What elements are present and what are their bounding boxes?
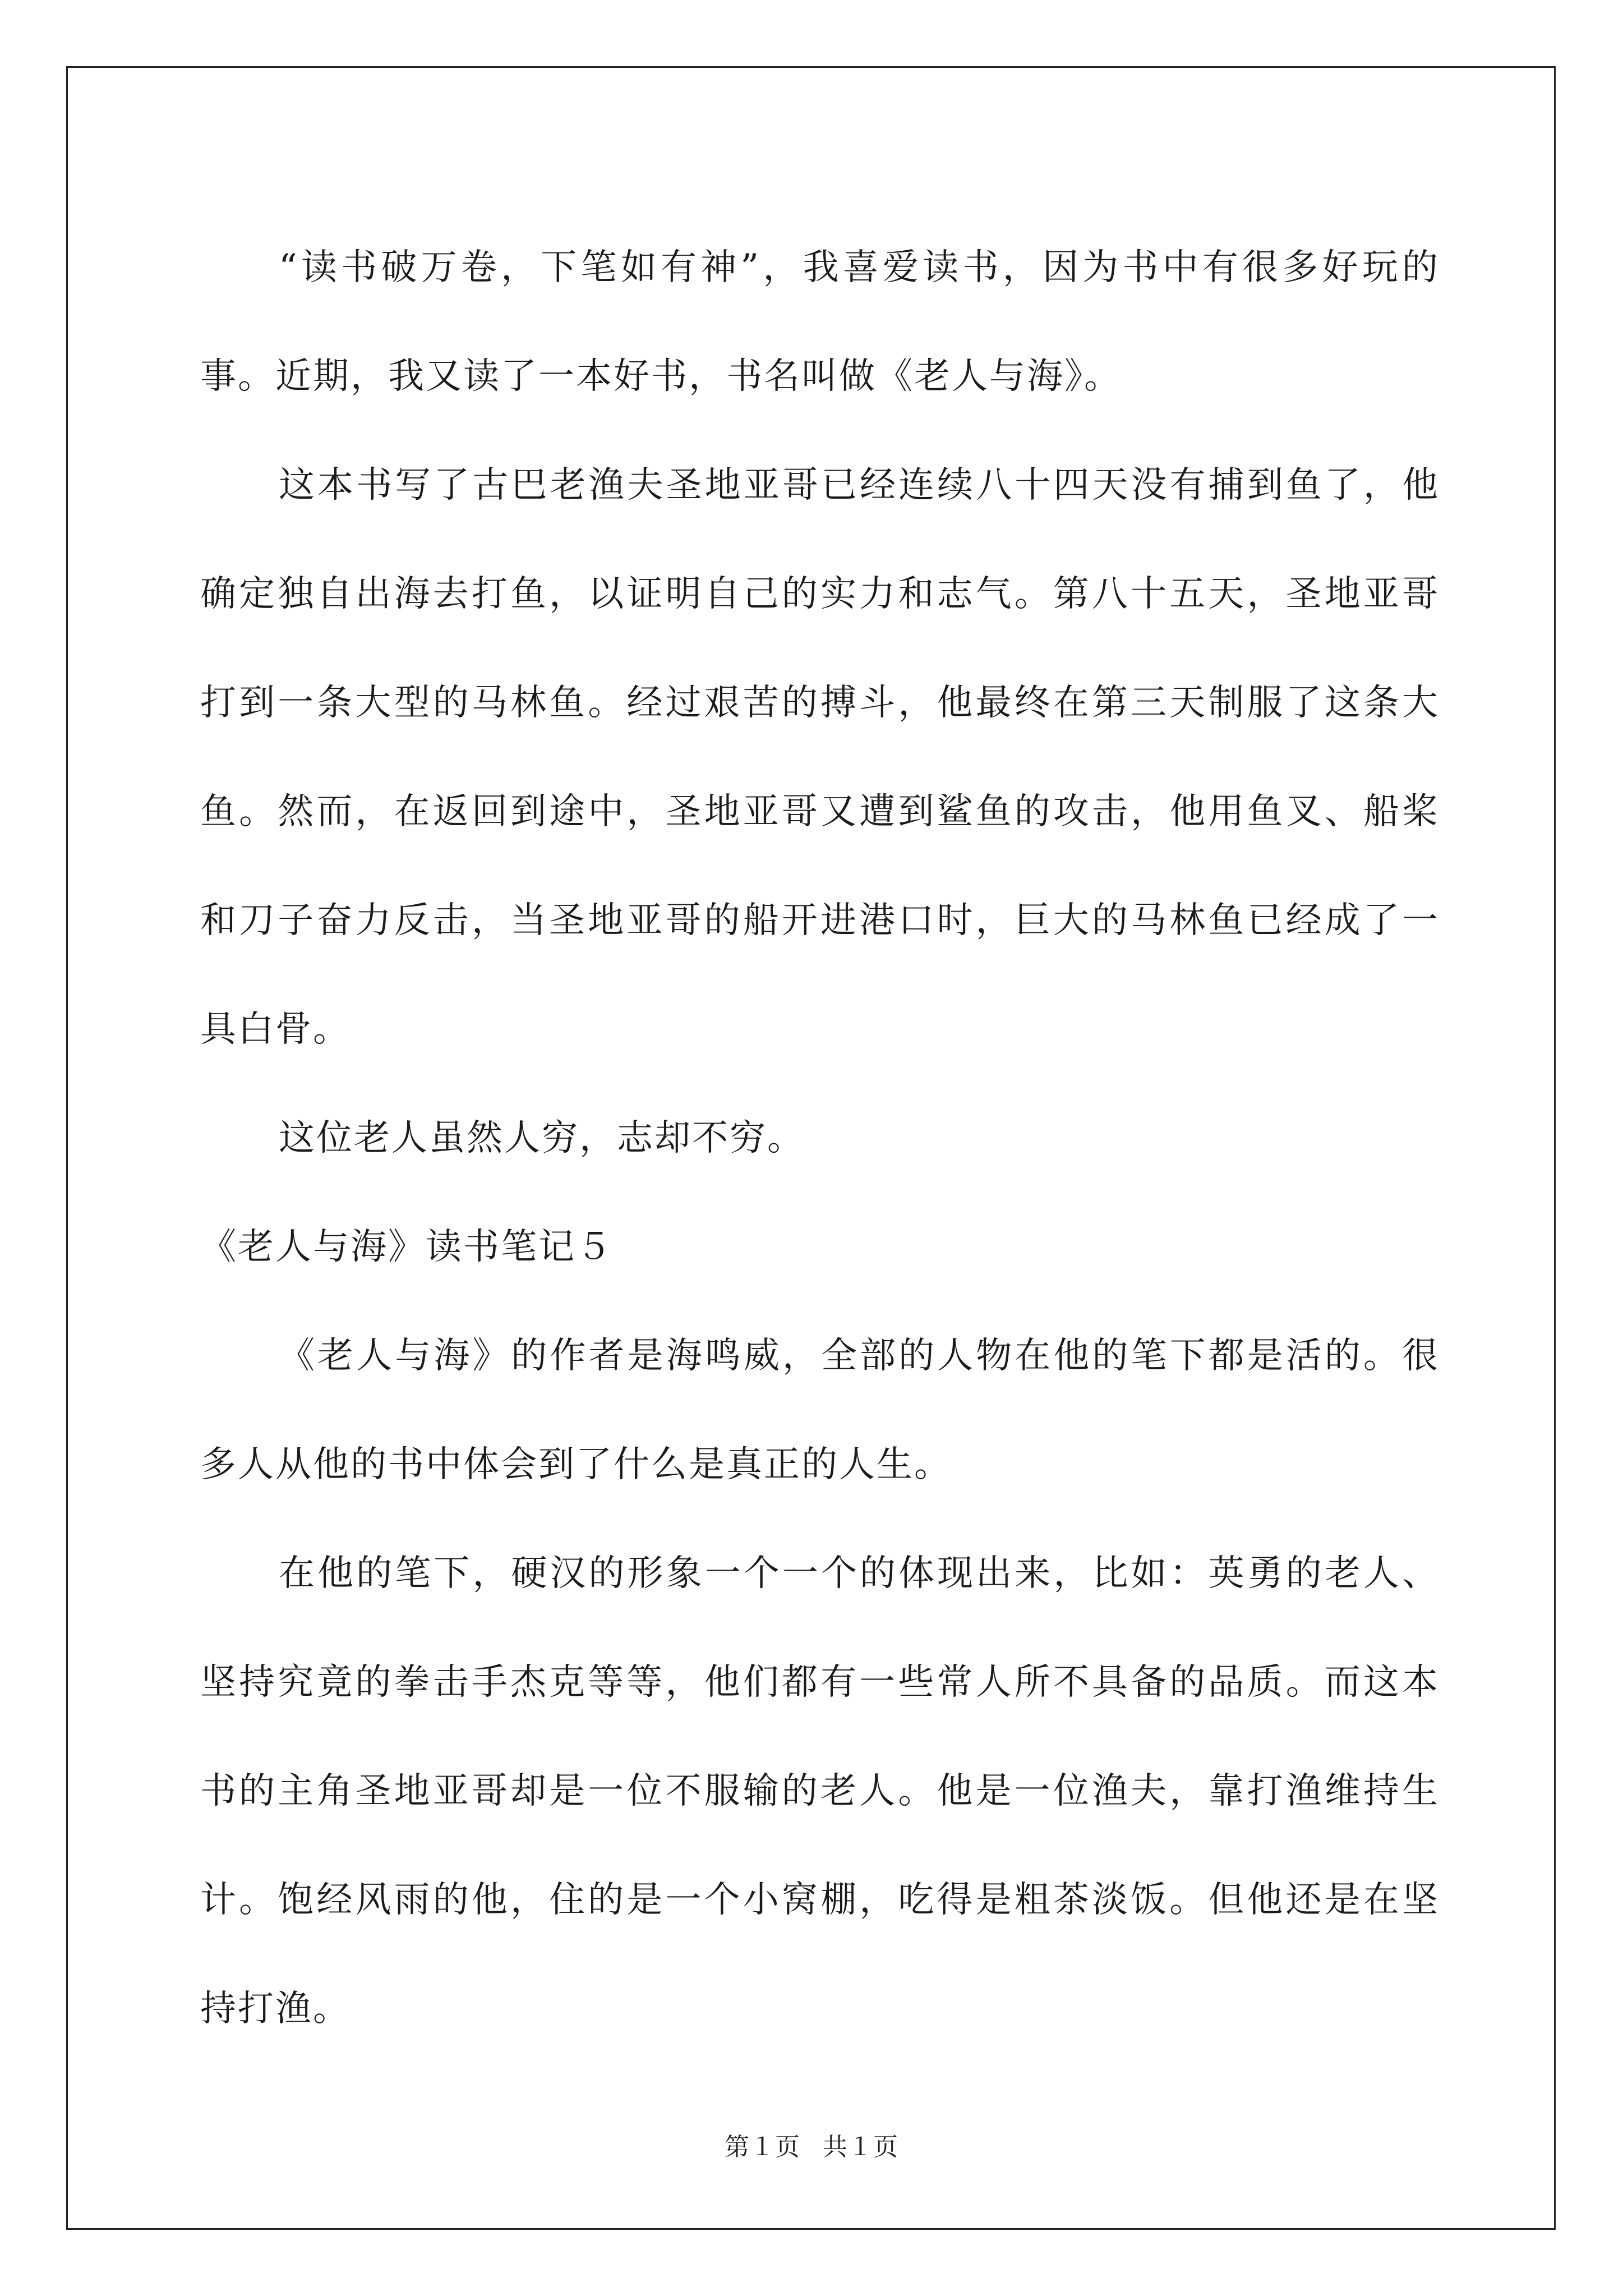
paragraph-plot-summary: 这本书写了古巴老渔夫圣地亚哥已经连续八十四天没有捕到鱼了，他确定独自出海去打鱼，以证明自己的实力和志气。第八十五天，圣地亚哥打到一条大型的马林鱼。经过艰苦的搏斗，他最终在第三天制服了这条大鱼。然而，在返回到途中，圣地亚哥又遭到鲨鱼的攻击，他用鱼叉、船桨和刀子奋力反击，当圣地亚哥的船开进港口时，巨大的马林鱼已经成了一具白骨。	[200, 464, 1440, 1050]
section-heading: 《老人与海》读书笔记５	[200, 1226, 614, 1268]
paragraph-characters: 在他的笔下，硬汉的形象一个一个的体现出来，比如：英勇的老人、坚持究竟的拳击手杰克等等，他们都有一些常人所不具备的品质。而这本书的主角圣地亚哥却是一位不服输的老人。他是一位渔夫，靠打渔维持生计。饱经风雨的他，住的是一个小窝棚，吃得是粗茶淡饭。但他还是在坚持打渔。	[200, 1553, 1440, 2030]
document-body	[200, 213, 1440, 2063]
page-number-current: 第１页	[725, 2133, 800, 2161]
page-footer	[0, 2131, 1623, 2164]
paragraph-author: 《老人与海》的作者是海鸣威，全部的人物在他的笔下都是活的。很多人从他的书中体会到了什么是真正的人生。	[200, 1335, 1440, 1485]
paragraph-conclusion: 这位老人虽然人穷，志却不穷。	[279, 1117, 805, 1159]
page-number-total: 共１页	[823, 2133, 898, 2161]
paragraph-intro: “读书破万卷，下笔如有神”，我喜爱读书，因为书中有很多好玩的事。近期，我又读了一本好书，书名叫做《老人与海》。	[200, 247, 1440, 397]
